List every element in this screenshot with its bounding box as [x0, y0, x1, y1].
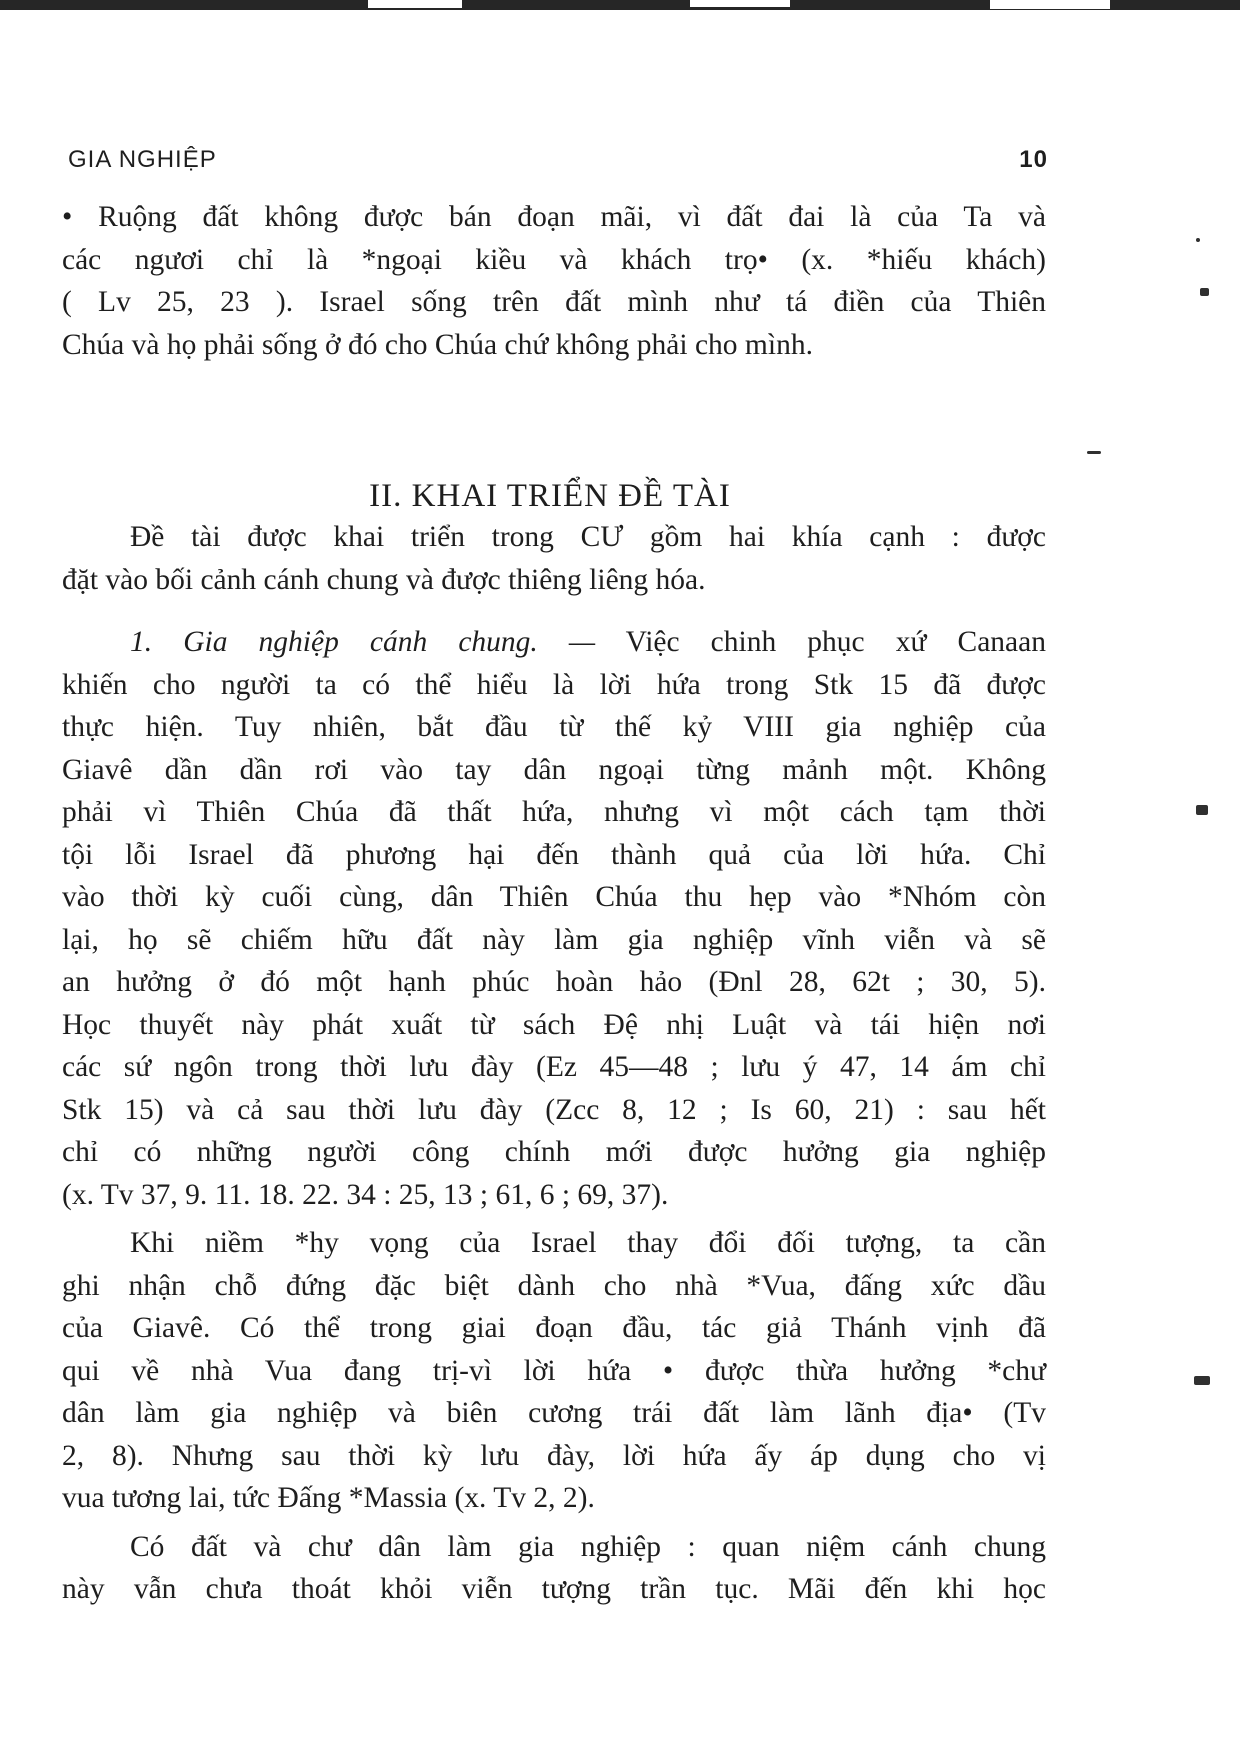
- section-body: [62, 516, 1046, 1617]
- text-line: Đề tài được khai triển trong CƯ gồm hai khía cạnh : được: [130, 521, 1046, 553]
- text-run: Việc chinh phục xứ Canaan: [595, 626, 1046, 658]
- text-line: Học thuyết này phát xuất từ sách Đệ nhị Luật và tái hiện nơi: [62, 1008, 1046, 1041]
- scan-speck: [1194, 1376, 1210, 1385]
- text-line: Chúa và họ phải sống ở đó cho Chúa chứ không phải cho mình.: [62, 328, 813, 361]
- scan-speck: [1196, 805, 1208, 815]
- text-line: • Ruộng đất không được bán đoạn mãi, vì đất đai là của Ta và: [62, 201, 1046, 233]
- text-line: Khi niềm *hy vọng của Israel thay đổi đối tượng, ta cần: [130, 1227, 1046, 1259]
- text-line: của Giavê. Có thể trong giai đoạn đầu, tác giả Thánh vịnh đã: [62, 1312, 1046, 1344]
- text-line: 2, 8). Nhưng sau thời kỳ lưu đày, lời hứa ấy áp dụng cho vị: [62, 1439, 1046, 1472]
- text-line: an hưởng ở đó một hạnh phúc hoàn hảo (Đnl 28, 62t ; 30, 5).: [62, 966, 1046, 998]
- text-line: này vẫn chưa thoát khỏi viễn tượng trần tục. Mãi đến khi học: [62, 1573, 1046, 1605]
- page-number: 10: [1019, 146, 1048, 173]
- text-line: vào thời kỳ cuối cùng, dân Thiên Chúa thu hẹp vào *Nhóm còn: [62, 881, 1046, 913]
- text-line: qui về nhà Vua đang trị-vì lời hứa • được thừa hưởng *chư: [62, 1354, 1046, 1387]
- paragraph-king: [62, 1222, 1046, 1520]
- text-line: (x. Tv 37, 9. 11. 18. 22. 34 : 25, 13 ; 61, 6 ; 69, 37).: [62, 1178, 669, 1211]
- scan-speck: [1087, 451, 1101, 454]
- text-line: các ngươi chỉ là *ngoại kiều và khách trọ• (x. *hiếu khách): [62, 243, 1046, 276]
- paragraph-eschatological-heritage: [62, 621, 1046, 1216]
- text-line: Có đất và chư dân làm gia nghiệp : quan niệm cánh chung: [130, 1530, 1046, 1563]
- text-line: dân làm gia nghiệp và biên cương trái đất làm lãnh địa• (Tv: [62, 1397, 1046, 1429]
- text-line: Giavê dần dần rơi vào tay dân ngoại từng mảnh một. Không: [62, 753, 1046, 786]
- text-line: ghi nhận chỗ đứng đặc biệt dành cho nhà *Vua, đấng xức dầu: [62, 1269, 1046, 1302]
- text-line: ( Lv 25, 23 ). Israel sống trên đất mình như tá điền của Thiên: [62, 286, 1046, 318]
- paragraph-land-nations: [62, 1526, 1046, 1611]
- text-line: [62, 621, 1046, 664]
- text-line: vua tương lai, tức Đấng *Massia (x. Tv 2, 2).: [62, 1482, 595, 1514]
- running-title: GIA NGHIỆP: [68, 146, 217, 173]
- text-line: đặt vào bối cảnh cánh chung và được thiêng liêng hóa.: [62, 563, 706, 596]
- text-line: phải vì Thiên Chúa đã thất hứa, nhưng vì một cách tạm thời: [62, 796, 1046, 828]
- text-line: lại, họ sẽ chiếm hữu đất này làm gia nghiệp vĩnh viễn và sẽ: [62, 923, 1046, 956]
- section-heading: II. KHAI TRIỂN ĐỀ TÀI: [369, 478, 731, 514]
- scan-speck: [1200, 288, 1209, 296]
- text-line: tội lỗi Israel đã phương hại đến thành quả của lời hứa. Chỉ: [62, 838, 1046, 871]
- text-line: các sứ ngôn trong thời lưu đày (Ez 45—48 ; lưu ý 47, 14 ám chỉ: [62, 1051, 1046, 1083]
- text-line: khiến cho người ta có thể hiểu là lời hứa trong Stk 15 đã được: [62, 668, 1046, 701]
- scan-top-border: [0, 0, 1240, 10]
- intro-paragraph: [62, 196, 1046, 366]
- text-line: chỉ có những người công chính mới được hưởng gia nghiệp: [62, 1136, 1046, 1168]
- scan-speck: [1196, 238, 1200, 242]
- subsection-label: 1. Gia nghiệp cánh chung. —: [130, 626, 596, 658]
- text-line: Stk 15) và cả sau thời lưu đày (Zcc 8, 12 ; Is 60, 21) : sau hết: [62, 1093, 1046, 1126]
- lead-paragraph: [62, 516, 1046, 601]
- text-line: thực hiện. Tuy nhiên, bắt đầu từ thế kỷ VIII gia nghiệp của: [62, 711, 1046, 743]
